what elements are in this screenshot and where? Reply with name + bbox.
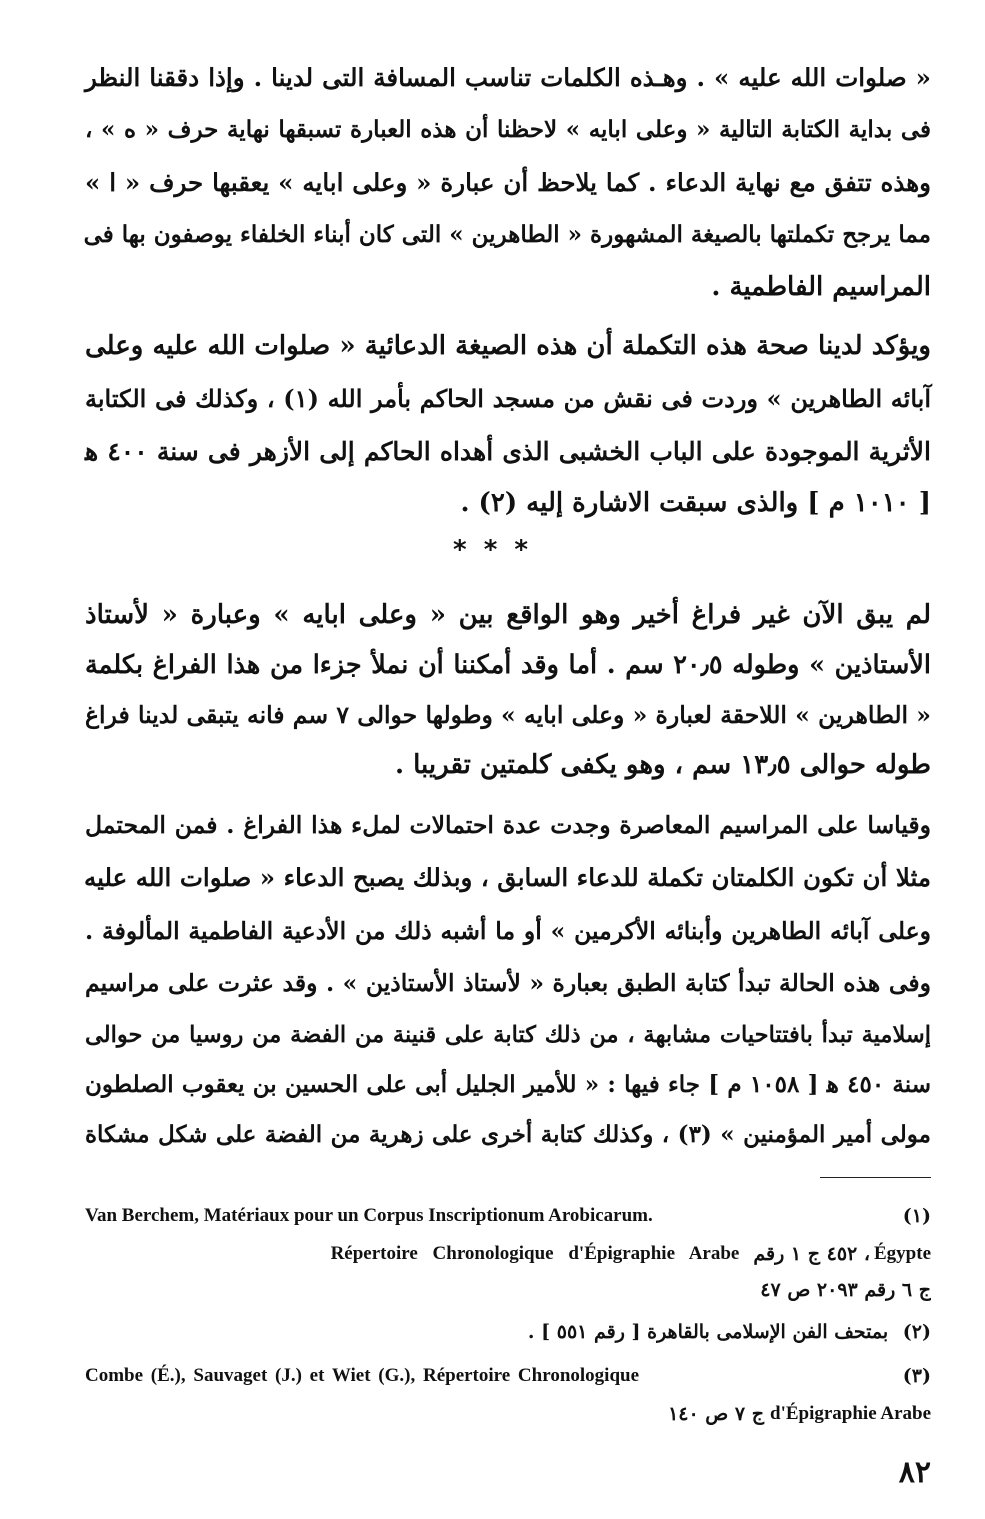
body-line: مثلا أن تكون الكلمتان تكملة للدعاء السابق ، وبذلك يصبح الدعاء « صلوات الله عليه [84, 863, 931, 892]
body-line: سنة ٤٥٠ ﻫ [ ١٠٥٨ م ] جاء فيها : « للأمير الجليل أبى على الحسين بن يعقوب الصلطون [85, 1071, 931, 1098]
body-line: وقياسا على المراسيم المعاصرة وجدت عدة احتمالات لملء هذا الفراغ . فمن المحتمل [85, 811, 931, 839]
body-line: المراسيم الفاطمية . [711, 272, 931, 302]
footnote-line [85, 1235, 931, 1273]
footnote-citation: d'Épigraphie Arabe [770, 1403, 931, 1424]
body-line: ويؤكد لدينا صحة هذه التكملة أن هذه الصيغة الدعائية « صلوات الله عليه وعلى [85, 331, 931, 361]
body-line: « الطاهرين » اللاحقة لعبارة « وعلى ابايه » وطولها حوالى ٧ سم فانه يتبقى لدينا فراغ [85, 701, 931, 729]
footnote-marker: (٢) [902, 1321, 931, 1343]
footnote-citation: Van Berchem, Matériaux pour un Corpus Inscriptionum Arobicarum. [85, 1205, 653, 1226]
body-line: الأستاذين » وطوله ٢٠٫٥ سم . أما وقد أمكننا أن نملأ جزءا من هذا الفراغ بكلمة [85, 650, 931, 680]
body-line: وفى هذه الحالة تبدأ كتابة الطبق بعبارة « لأستاذ الأستاذين » . وقد عثرت على مراسيم [85, 969, 931, 997]
body-line: مما يرجح تكملتها بالصيغة المشهورة « الطاهرين » التى كان أبناء الخلفاء يوصفون بها فى [83, 221, 931, 248]
footnote-reference: ، ٤٥٢ ج ١ رقم [753, 1243, 870, 1265]
footnote-line [85, 1313, 931, 1351]
section-separator: * * * [453, 535, 532, 565]
body-line: وهذه تتفق مع نهاية الدعاء . كما يلاحظ أن عبارة « وعلى ابايه » يعقبها حرف « ا » [85, 168, 931, 197]
footnote-citation: Répertoire Chronologique d'Épigraphie Arabe [330, 1243, 740, 1264]
footnote-line [85, 1357, 931, 1395]
footnote-citation: Égypte [874, 1243, 931, 1264]
footnote-reference: ج ٧ ص ١٤٠ [668, 1403, 764, 1425]
body-line: [ ١٠١٠ م ] والذى سبقت الاشارة إليه (٢) . [460, 488, 931, 518]
footnote-marker: (١) [902, 1205, 931, 1227]
body-line: وعلى آبائه الطاهرين وأبنائه الأكرمين » أو ما أشبه ذلك من الأدعية الفاطمية المألوفة . [85, 917, 931, 945]
footnote-reference: بمتحف الفن الإسلامى بالقاهرة [ رقم ٥٥١ ] . [527, 1321, 889, 1343]
footnote-marker: (٣) [902, 1365, 931, 1387]
footnote-rule [820, 1177, 931, 1178]
footnote-citation: Combe (É.), Sauvaget (J.) et Wiet (G.), Répertoire Chronologique [85, 1365, 640, 1386]
body-line: فى بداية الكتابة التالية « وعلى ابايه » لاحظنا أن هذه العبارة تسبقها نهاية حرف « ه » ، [85, 116, 931, 143]
body-line: مولى أمير المؤمنين » (٣) ، وكذلك كتابة أخرى على زهرية من الفضة على شكل مشكاة [85, 1121, 932, 1148]
footnote-line [85, 1271, 931, 1309]
footnote-reference: ج ٦ رقم ٢٠٩٣ ص ٤٧ [760, 1279, 931, 1301]
footnote-line [85, 1197, 931, 1235]
page-number: ٨٢ [898, 1455, 931, 1490]
body-line: آبائه الطاهرين » وردت فى نقش من مسجد الحاكم بأمر الله (١) ، وكذلك فى الكتابة [85, 384, 931, 413]
body-line: « صلوات الله عليه » . وهـذه الكلمات تناسب المسافة التى لدينا . وإذا دققنا النظر [85, 63, 931, 92]
body-line: لم يبق الآن غير فراغ أخير وهو الواقع بين « وعلى ابايه » وعبارة « لأستاذ [85, 600, 932, 630]
body-line: الأثرية الموجودة على الباب الخشبى الذى أهداه الحاكم إلى الأزهر فى سنة ٤٠٠ ﻫ [85, 437, 931, 466]
footnote-line [85, 1395, 931, 1433]
body-line: طوله حوالى ١٣٫٥ سم ، وهو يكفى كلمتين تقريبا . [394, 750, 931, 780]
body-line: إسلامية تبدأ بافتتاحيات مشابهة ، من ذلك كتابة على قنينة من الفضة من روسيا من حوالى [85, 1022, 931, 1048]
